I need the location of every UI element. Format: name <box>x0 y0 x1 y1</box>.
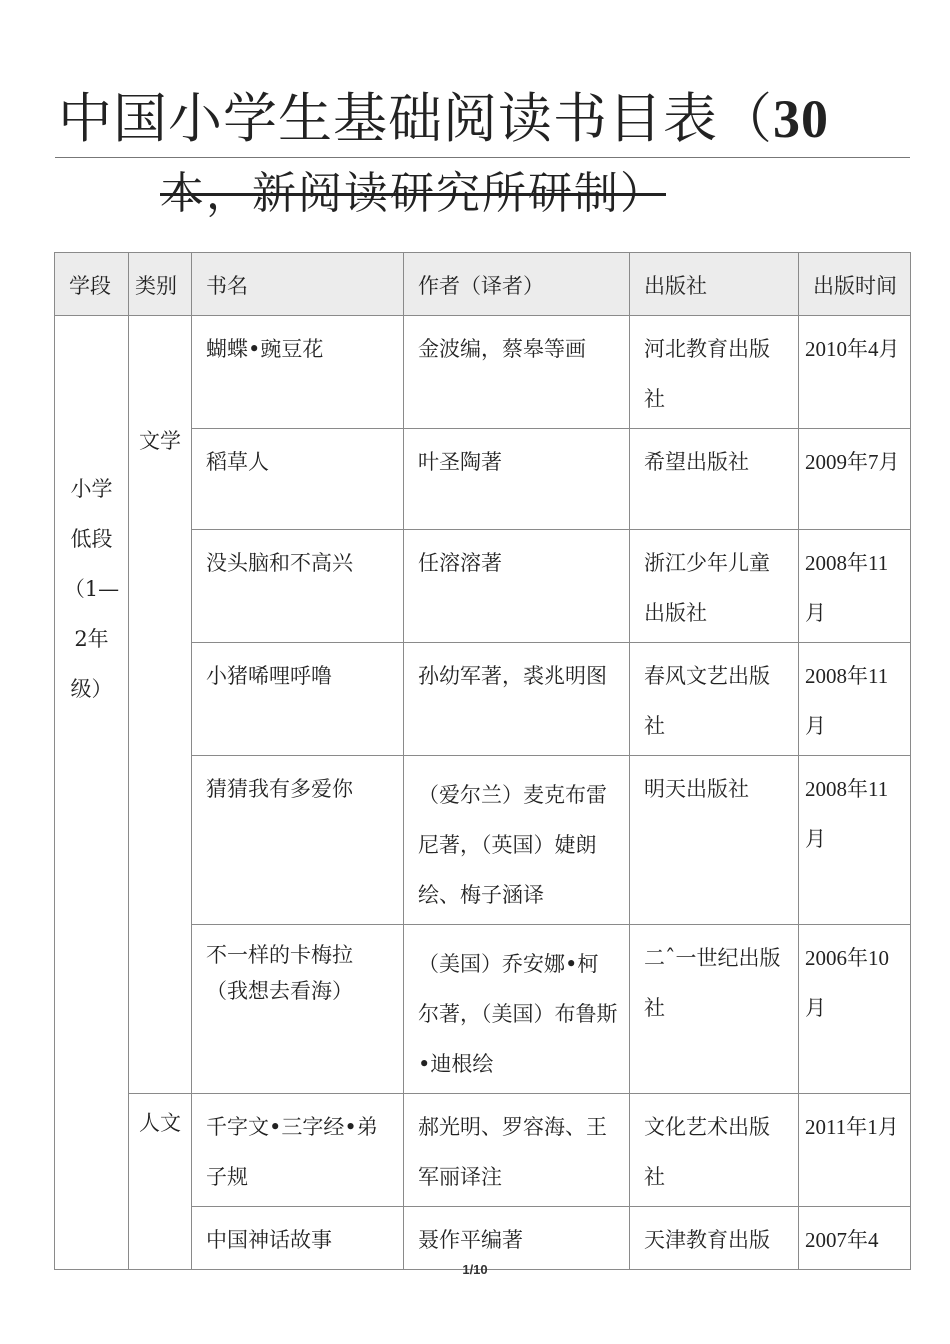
book-title: 千字文•三字经•弟子规 <box>192 1094 404 1207</box>
book-author: 叶圣陶著 <box>404 429 630 530</box>
book-publisher: 希望出版社 <box>630 429 799 530</box>
book-date: 2008年11月 <box>799 530 911 643</box>
header-category: 类别 <box>129 253 192 316</box>
book-title: 不一样的卡梅拉（我想去看海） <box>192 925 404 1094</box>
category-cell-humanities <box>129 1094 192 1270</box>
book-date: 2010年4月 <box>799 316 911 429</box>
table-row <box>55 1094 911 1207</box>
book-author: （爱尔兰）麦克布雷尼著，（英国）婕朗绘、梅子涵译 <box>404 756 630 925</box>
book-publisher: 春风文艺出版社 <box>630 643 799 756</box>
book-publisher: 明天出版社 <box>630 756 799 925</box>
document-title-line2: 本，新阅读研究所研制） <box>160 168 666 219</box>
book-title: 稻草人 <box>192 429 404 530</box>
book-date: 2006年10月 <box>799 925 911 1094</box>
category-label: 人文 <box>139 1111 181 1135</box>
category-cell-literature <box>129 316 192 1094</box>
page-number: 1/10 <box>462 1262 488 1277</box>
book-author: （美国）乔安娜•柯尔著，（美国）布鲁斯•迪根绘 <box>404 925 630 1094</box>
header-author: 作者（译者） <box>404 253 630 316</box>
book-publisher: 天津教育出版 <box>630 1207 799 1270</box>
book-author: 任溶溶著 <box>404 530 630 643</box>
header-date: 出版时间 <box>799 253 911 316</box>
book-title: 蝴蝶•豌豆花 <box>192 316 404 429</box>
book-date: 2007年4 <box>799 1207 911 1270</box>
book-date: 2008年11月 <box>799 756 911 925</box>
stage-cell <box>55 316 129 1270</box>
book-title: 猜猜我有多爱你 <box>192 756 404 925</box>
book-date: 2008年11月 <box>799 643 911 756</box>
header-title: 书名 <box>192 253 404 316</box>
book-publisher: 二ˆ一世纪出版社 <box>630 925 799 1094</box>
category-label: 文学 <box>139 429 181 453</box>
book-title: 中国神话故事 <box>192 1207 404 1270</box>
book-publisher: 文化艺术出版社 <box>630 1094 799 1207</box>
book-date: 2011年1月 <box>799 1094 911 1207</box>
title-rule <box>55 157 910 158</box>
book-title: 小猪唏哩呼噜 <box>192 643 404 756</box>
book-title: 没头脑和不高兴 <box>192 530 404 643</box>
header-publisher: 出版社 <box>630 253 799 316</box>
stage-label: 小学低段（1—2年级） <box>63 477 120 701</box>
book-author: 孙幼军著，裘兆明图 <box>404 643 630 756</box>
table-header-row <box>55 253 911 316</box>
book-author: 聂作平编著 <box>404 1207 630 1270</box>
book-date: 2009年7月 <box>799 429 911 530</box>
book-author: 郝光明、罗容海、王军丽译注 <box>404 1094 630 1207</box>
reading-list-table <box>54 252 911 1270</box>
book-publisher: 浙江少年儿童出版社 <box>630 530 799 643</box>
book-author: 金波编，蔡皋等画 <box>404 316 630 429</box>
table-row <box>55 316 911 429</box>
header-stage: 学段 <box>55 253 129 316</box>
document-title-line1: 中国小学生基础阅读书目表（30 <box>58 87 829 150</box>
book-publisher: 河北教育出版社 <box>630 316 799 429</box>
